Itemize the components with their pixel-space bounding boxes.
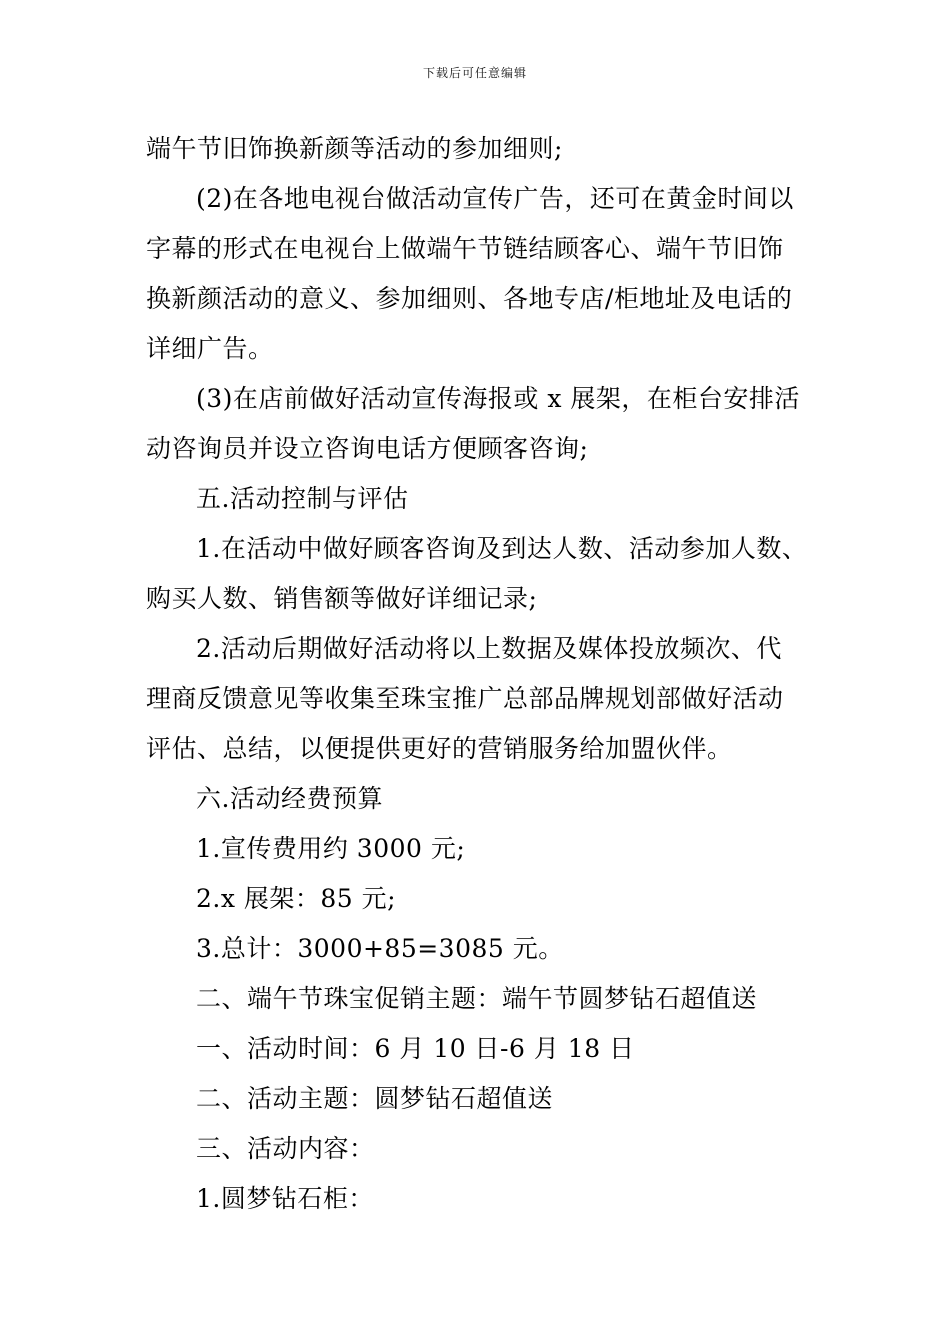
text-line: 理商反馈意见等收集至珠宝推广总部品牌规划部做好活动 [146,684,784,713]
text-line: 1.在活动中做好顾客咨询及到达人数、活动参加人数、 [196,534,808,563]
text-line: (3)在店前做好活动宣传海报或 x 展架，在柜台安排活 [196,384,800,413]
text-line: 一、活动时间：6 月 10 日-6 月 18 日 [196,1034,635,1063]
text-line: 二、活动主题：圆梦钻石超值送 [196,1084,554,1113]
section-heading: 五.活动控制与评估 [196,484,409,513]
text-line: 字幕的形式在电视台上做端午节链结顾客心、端午节旧饰 [146,234,784,263]
section-heading: 六.活动经费预算 [196,784,383,813]
text-line: (2)在各地电视台做活动宣传广告，还可在黄金时间以 [196,184,794,213]
text-line: 购买人数、销售额等做好详细记录; [146,584,538,613]
text-line: 动咨询员并设立咨询电话方便顾客咨询; [146,434,589,463]
section-heading: 二、端午节珠宝促销主题：端午节圆梦钻石超值送 [196,984,758,1013]
text-line: 2.活动后期做好活动将以上数据及媒体投放频次、代 [196,634,782,663]
text-line: 端午节旧饰换新颜等活动的参加细则; [146,134,563,163]
text-line: 三、活动内容： [196,1134,375,1163]
text-line: 详细广告。 [146,334,274,363]
document-body [146,124,826,1224]
text-line: 2.x 展架：85 元; [196,884,397,913]
text-line: 换新颜活动的意义、参加细则、各地专店/柜地址及电话的 [146,284,793,313]
page-header: 下载后可任意编辑 [422,66,527,80]
text-line: 1.圆梦钻石柜： [196,1184,374,1213]
text-line: 评估、总结，以便提供更好的营销服务给加盟伙伴。 [146,734,733,763]
text-line: 3.总计：3000+85=3085 元。 [196,934,564,963]
text-line: 1.宣传费用约 3000 元; [196,834,466,863]
